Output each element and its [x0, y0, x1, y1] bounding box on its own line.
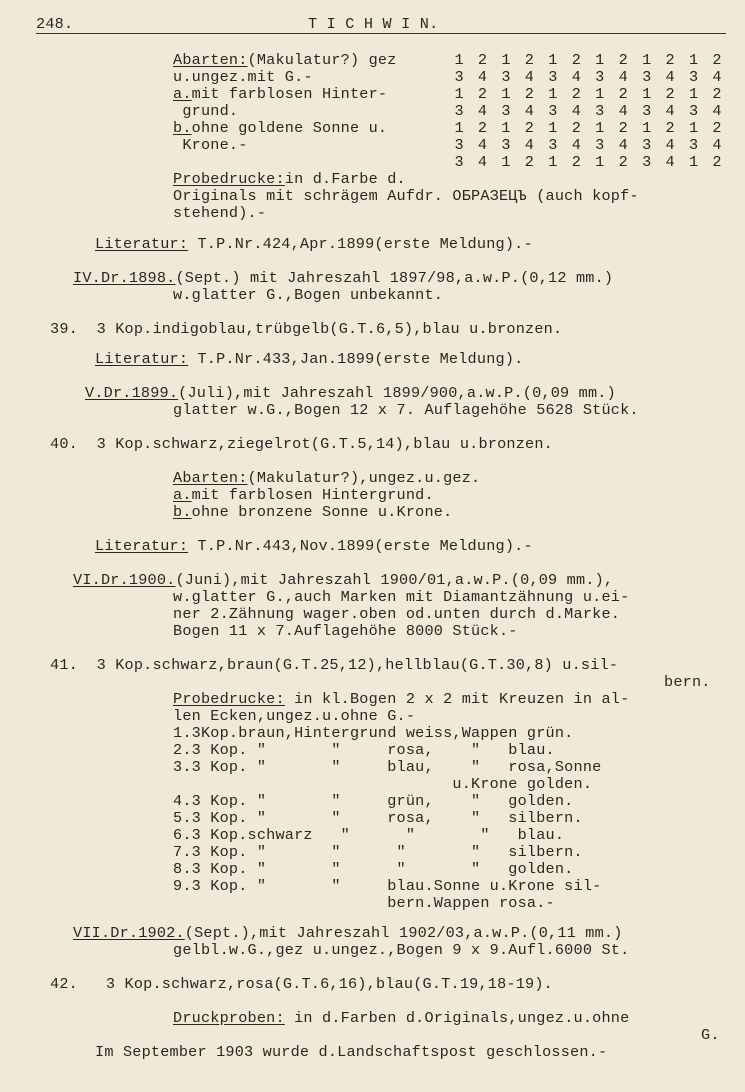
abarten1-line-1: Abarten:(Makulatur?) gez [173, 51, 397, 69]
abarten2-line-2-rest: mit farblosen Hintergrund. [191, 486, 434, 504]
grid-cell: 1 [688, 119, 699, 137]
grid-cell: 4 [477, 153, 488, 171]
grid-cell: 1 [501, 51, 511, 69]
grid-cell: 2 [712, 85, 722, 103]
grid-cell: 2 [712, 51, 722, 69]
druck-iv-text: (Sept.) mit Jahreszahl 1897/98,a.w.P.(0,12 mm.) [175, 269, 614, 287]
grid-cell: 4 [665, 153, 675, 171]
grid-cell: 4 [477, 68, 488, 86]
abarten1-line-3-rest: mit farblosen Hinter- [191, 85, 388, 103]
literatur-3-text: T.P.Nr.443,Nov.1899(erste Meldung).- [188, 537, 533, 555]
literatur-3 [95, 538, 533, 555]
probedrucke1-line-1-rest: in d.Farbe d. [284, 170, 406, 188]
item-40: 40. 3 Kop.schwarz,ziegelrot(G.T.5,14),blau u.bronzen. [50, 435, 553, 453]
grid-cell: 2 [524, 153, 534, 171]
grid-cell: 3 [548, 136, 558, 154]
probe-row-8: 8.3 Kop. " " " " golden. [173, 860, 574, 878]
grid-cell: 1 [454, 85, 464, 103]
grid-row [452, 137, 724, 154]
literatur-2 [95, 351, 523, 368]
grid-cell: 2 [712, 119, 722, 137]
grid-cell: 4 [571, 136, 581, 154]
grid-cell: 3 [454, 153, 464, 171]
grid-cell: 1 [642, 119, 652, 137]
probe-row-9: 9.3 Kop. " " blau.Sonne u.Krone sil- [173, 877, 602, 895]
grid-cell: 3 [642, 153, 652, 171]
grid-cell: 4 [618, 136, 628, 154]
druck-iv-line-1 [73, 270, 613, 287]
grid-cell: 2 [618, 51, 628, 69]
abarten1-line-3: a.mit farblosen Hinter- [173, 85, 388, 103]
grid-cell: 3 [454, 136, 464, 154]
probe-row-5: 5.3 Kop. " " rosa, " silbern. [173, 809, 583, 827]
grid-cell: 1 [501, 119, 511, 137]
literatur-3-label: Literatur: [95, 537, 189, 555]
grid-cell: 1 [642, 51, 652, 69]
grid-cell: 1 [454, 119, 464, 137]
grid-cell: 2 [571, 153, 581, 171]
grid-cell: 3 [595, 102, 605, 120]
grid-row [452, 120, 724, 137]
grid-cell: 3 [501, 68, 511, 86]
abarten1-line-2: u.ungez.mit G.- [173, 68, 313, 86]
grid-cell: 4 [665, 68, 675, 86]
literatur-2-label: Literatur: [95, 350, 189, 368]
druck-vi-label: VI.Dr.1900. [73, 571, 176, 589]
closing-line: Im September 1903 wurde d.Landschaftspost geschlossen.- [95, 1043, 608, 1061]
grid-cell: 2 [712, 153, 722, 171]
abarten1-line-5-rest: ohne goldene Sonne u. [191, 119, 388, 137]
druck-v-text: (Juli),mit Jahreszahl 1899/900,a.w.P.(0,09 mm.) [178, 384, 616, 402]
grid-cell: 1 [548, 153, 558, 171]
grid-row [452, 69, 724, 86]
probe-row-1: 1.3Kop.braun,Hintergrund weiss,Wappen grün. [173, 724, 574, 742]
druck-vii-line-1 [73, 925, 623, 942]
probe-row-6: 6.3 Kop.schwarz " " " blau. [173, 826, 565, 844]
druck-vi-line-4: Bogen 11 x 7.Auflagehöhe 8000 Stück.- [173, 622, 518, 640]
grid-cell: 3 [548, 68, 558, 86]
grid-cell: 2 [477, 51, 488, 69]
grid-cell: 2 [524, 119, 534, 137]
grid-cell: 2 [618, 153, 628, 171]
grid-cell: 3 [501, 136, 511, 154]
item-41-probe-line-1 [173, 691, 629, 708]
druck-vii-line-2: gelbl.w.G.,gez u.ungez.,Bogen 9 x 9.Aufl.6000 St. [173, 941, 630, 959]
grid-cell: 4 [524, 68, 534, 86]
grid-cell: 1 [688, 85, 699, 103]
grid-cell: 3 [688, 136, 699, 154]
grid-cell: 2 [571, 119, 581, 137]
literatur-2-text: T.P.Nr.433,Jan.1899(erste Meldung). [188, 350, 524, 368]
abarten1-line-5: b.ohne goldene Sonne u. [173, 119, 388, 137]
grid-cell: 3 [642, 102, 652, 120]
grid-cell: 1 [548, 119, 558, 137]
header-rule [36, 33, 726, 34]
probe-row-4: 4.3 Kop. " " grün, " golden. [173, 792, 574, 810]
grid-cell: 4 [712, 68, 722, 86]
grid-cell: 1 [595, 153, 605, 171]
grid-cell: 4 [665, 102, 675, 120]
abarten2-line-1-rest: (Makulatur?),ungez.u.gez. [247, 469, 481, 487]
grid-cell: 3 [642, 136, 652, 154]
abarten2-line-3-rest: ohne bronzene Sonne u.Krone. [191, 503, 453, 521]
grid-cell: 3 [688, 68, 699, 86]
literatur-1-text: T.P.Nr.424,Apr.1899(erste Meldung).- [188, 235, 533, 253]
grid-cell: 4 [712, 102, 722, 120]
grid-cell: 2 [477, 85, 488, 103]
literatur-1-label: Literatur: [95, 235, 189, 253]
item-39: 39. 3 Kop.indigoblau,trübgelb(G.T.6,5),blau u.bronzen. [50, 320, 563, 338]
druckproben-text: in d.Farben d.Originals,ungez.u.ohne [284, 1009, 630, 1027]
grid-cell: 4 [618, 68, 628, 86]
abarten2-line-1: Abarten:(Makulatur?),ungez.u.gez. [173, 469, 481, 487]
probedrucke1-line-3: stehend).- [173, 204, 267, 222]
druck-vii-text: (Sept.),mit Jahreszahl 1902/03,a.w.P.(0,11 mm.) [184, 924, 623, 942]
grid-row [452, 86, 724, 103]
grid-cell: 4 [712, 136, 722, 154]
druck-vi-line-2: w.glatter G.,auch Marken mit Diamantzähnung u.ei- [173, 588, 630, 606]
page-title: T I C H W I N. [308, 15, 439, 33]
abarten1-line-1-rest: (Makulatur?) gez [247, 51, 397, 69]
grid-cell: 4 [524, 136, 534, 154]
grid-cell: 3 [595, 136, 605, 154]
grid-cell: 1 [595, 51, 605, 69]
grid-cell: 2 [665, 119, 675, 137]
probedrucke1-line-2: Originals mit schrägem Aufdr. ОБРАЗЕЦЪ (auch kopf- [173, 187, 639, 205]
grid-cell: 2 [665, 51, 675, 69]
druckproben-line-1 [173, 1010, 629, 1027]
grid-cell: 4 [665, 136, 675, 154]
grid-cell: 1 [595, 119, 605, 137]
probe-row-9-cont: bern.Wappen rosa.- [173, 894, 555, 912]
probe-row-2: 2.3 Kop. " " rosa, " blau. [173, 741, 555, 759]
abarten2-line-3: b.ohne bronzene Sonne u.Krone. [173, 503, 453, 521]
grid-cell: 1 [642, 85, 652, 103]
druck-iv-label: IV.Dr.1898. [73, 269, 176, 287]
druck-vi-line-1 [73, 572, 613, 589]
probe-row-3-cont: u.Krone golden. [173, 775, 593, 793]
grid-cell: 3 [595, 68, 605, 86]
druckproben-label: Druckproben: [173, 1009, 285, 1027]
grid-cell: 4 [571, 102, 581, 120]
grid-cell: 1 [501, 153, 511, 171]
grid-row [452, 154, 724, 171]
grid-cell: 2 [571, 51, 581, 69]
item-41-line-1: 41. 3 Kop.schwarz,braun(G.T.25,12),hellblau(G.T.30,8) u.sil- [50, 656, 619, 674]
grid-cell: 1 [548, 51, 558, 69]
grid-cell: 3 [688, 102, 699, 120]
druck-v-line-2: glatter w.G.,Bogen 12 x 7. Auflagehöhe 5628 Stück. [173, 401, 639, 419]
item-41-line-2: bern. [664, 673, 711, 691]
grid-cell: 4 [618, 102, 628, 120]
grid-row [452, 103, 724, 120]
abarten2-line-2: a.mit farblosen Hintergrund. [173, 486, 434, 504]
grid-cell: 3 [501, 102, 511, 120]
druck-vii-label: VII.Dr.1902. [73, 924, 185, 942]
grid-cell: 2 [524, 51, 534, 69]
page-number: 248. [36, 15, 74, 33]
grid-cell: 4 [524, 102, 534, 120]
probedrucke1-line-1: Probedrucke:in d.Farbe d. [173, 170, 406, 188]
grid-cell: 2 [665, 85, 675, 103]
grid-cell: 3 [454, 68, 464, 86]
grid-cell: 1 [548, 85, 558, 103]
grid-cell: 1 [688, 51, 699, 69]
grid-cell: 3 [454, 102, 464, 120]
druck-vi-text: (Juni),mit Jahreszahl 1900/01,a.w.P.(0,09 mm.), [175, 571, 614, 589]
item-41-probe-text: in kl.Bogen 2 x 2 mit Kreuzen in al- [284, 690, 630, 708]
druck-iv-line-2: w.glatter G.,Bogen unbekannt. [173, 286, 444, 304]
abarten1-line-4: grund. [173, 102, 239, 120]
druck-vi-line-3: ner 2.Zähnung wager.oben od.unten durch d.Marke. [173, 605, 621, 623]
literatur-1 [95, 236, 533, 253]
grid-cell: 1 [688, 153, 699, 171]
grid-cell: 1 [454, 51, 464, 69]
item-41-probe-line-2: len Ecken,ungez.u.ohne G.- [173, 707, 416, 725]
grid-cell: 2 [524, 85, 534, 103]
probe-row-7: 7.3 Kop. " " " " silbern. [173, 843, 583, 861]
probe-row-3: 3.3 Kop. " " blau, " rosa,Sonne [173, 758, 602, 776]
grid-cell: 2 [477, 119, 488, 137]
item-41-probe-label: Probedrucke: [173, 690, 285, 708]
grid-cell: 3 [548, 102, 558, 120]
grid-cell: 4 [477, 136, 488, 154]
grid-cell: 2 [618, 85, 628, 103]
druckproben-line-2: G. [701, 1026, 720, 1044]
druck-v-line-1 [85, 385, 616, 402]
grid-row [452, 52, 724, 69]
grid-cell: 1 [595, 85, 605, 103]
druck-v-label: V.Dr.1899. [85, 384, 179, 402]
grid-cell: 2 [571, 85, 581, 103]
item-42: 42. 3 Kop.schwarz,rosa(G.T.6,16),blau(G.T.19,18-19). [50, 975, 553, 993]
grid-cell: 1 [501, 85, 511, 103]
grid-cell: 3 [642, 68, 652, 86]
grid-cell: 4 [571, 68, 581, 86]
grid-cell: 4 [477, 102, 488, 120]
grid-cell: 2 [618, 119, 628, 137]
abarten1-line-6: Krone.- [173, 136, 248, 154]
